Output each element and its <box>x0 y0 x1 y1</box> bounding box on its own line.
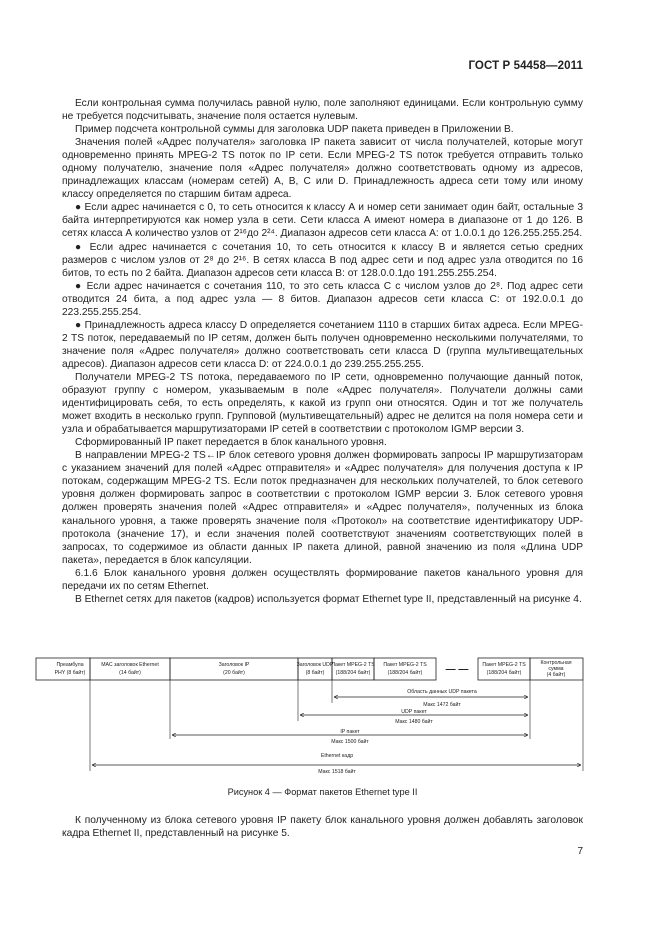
paragraph-section-6-1-6: 6.1.6 Блок канального уровня должен осуществлять формирование пакетов канального уровня для передачи их по сетям Ethernet. <box>62 567 583 592</box>
cell-label-crc-1: Контрольная <box>540 660 572 666</box>
paragraph: Получатели MPEG-2 TS потока, передаваемого по IP сети, одновременно получающие данный поток, образуют группу с номером, указываемым в поле «Адрес получателя». Получатели должны сами идентифицировать себя, то есть определять, к какой из групп они относятся. Один и тот же получатель может входить в несколько групп. Групповой (мультивещательный) адрес не делится на поля номера сети и узла и обрабатывается маршрутизаторами IP сетей в соответствии с протоколом IGMP версии 3. <box>62 371 583 436</box>
ethernet-frame-diagram <box>54 655 583 775</box>
cell-label-udp-1: Заголовок UDP <box>296 662 334 668</box>
paragraph-bullet-class-c: ● Если адрес начинается с сочетания 110, то это сеть класса С с числом узлов до 2⁸. Под адрес сети отводится 24 бита, а под адрес узла — 8 битов. Диапазон адресов сети класса С: от 192.0.0.1 до 223.255.255.254. <box>62 280 583 318</box>
span-udp-data-size: Макс 1472 байт <box>423 702 461 708</box>
cell-label-ts1-1: Пакет MPEG-2 TS <box>331 662 375 668</box>
cell-label-tsn-1: Пакет MPEG-2 TS <box>482 662 526 668</box>
paragraph: В направлении MPEG-2 TS←IP блок сетевого уровня должен формировать запросы IP маршрутизаторам с указанием значений для полей «Адрес отправителя» и «Адрес получателя» для получения доступа к IP потокам, содержащим MPEG-2 TS. Если поток предназначен для нескольких получателей, то блок сетевого уровня должен формировать запрос в соответствии с протоколом IGMP версии 3. Блок сетевого уровня должен проверять значения полей «Адрес отправителя» и «Адрес получателя», полученных из блока канального уровня, а также проверять значение поля «Протокол» на соответствие идентификатору UDP-протокола (значение 17), и если значения полей соответствуют значениям соответствующих полей в запросах, то содержимое из области данных IP пакета длиной, равной значению из поля «Длина UDP пакета», передается в блок капсуляции. <box>62 450 583 566</box>
cell-label-ip-2: (20 байт) <box>223 670 245 676</box>
paragraph: Значения полей «Адрес получателя» заголовка IP пакета зависит от числа получателей, которые могут одновременно принять MPEG-2 TS поток по IP сети. Если MPEG-2 TS поток требуется отправить только одному получателю, значение поля «Адрес получателя» должно соответствовать одному из адресов, принадлежащих классам (номерам сетей) A, B, C или D. Принадлежность адреса сети тому или иному классу определяется по старшим битам адреса. <box>62 137 583 201</box>
paragraph-bullet-class-b: ● Если адрес начинается с сочетания 10, то сеть относится к классу В и является сетью средних размеров с числом узлов от 2⁸ до 2¹⁶. В сетях класса В под адрес сети и под адрес узла отводится по 16 битов, то есть по 2 байта. Диапазон адресов сети класса В: от 128.0.0.1до 191.255.255.254. <box>62 241 583 279</box>
span-udp-packet-label: UDP пакет <box>401 709 427 715</box>
cell-label-ip-1: Заголовок IP <box>218 662 250 668</box>
cell-label-tsn-2: (188/204 байт) <box>486 670 522 676</box>
frame-diagram-svg <box>54 655 583 775</box>
span-udp-data-label: Область данных UDP пакета <box>407 689 477 695</box>
paragraph-bullet-class-a: ● Если адрес начинается с 0, то сеть относится к классу А и номер сети занимает один байт, остальные 3 байта интерпретируются как номер узла в сети. Сети класса А имеют номера в диапазоне от 1 до 126. В сетях класса А количество узлов от 2¹⁶до 2²⁴. Диапазон адресов сети класса А: от 1.0.0.1 до 126.255.255.254. <box>62 202 583 240</box>
document-header: ГОСТ Р 54458—2011 <box>468 60 583 72</box>
figure-caption: Рисунок 4 — Формат пакетов Ethernet type II <box>227 787 418 797</box>
paragraph: К полученному из блока сетевого уровня IP пакету блок канального уровня должен добавлять заголовок кадра Ethernet II, представленный на рисунке 5. <box>62 815 583 840</box>
paragraph: Если контрольная сумма получилась равной нулю, поле заполняют единицами. Если контрольную сумму не требуется подсчитывать, значение поля остается нулевым. <box>62 98 583 123</box>
cell-labels <box>55 660 572 678</box>
span-ethernet-frame-size: Макс 1518 байт <box>318 769 356 775</box>
main-text <box>62 97 583 606</box>
span-udp-packet-size: Макс 1480 байт <box>395 719 433 725</box>
cell-label-preamble-2: PHY (8 байт) <box>54 670 86 676</box>
cell-label-crc-2: сумма <box>548 666 564 672</box>
cell-label-ts1-2: (188/204 байт) <box>335 670 371 676</box>
paragraph: Пример подсчета контрольной суммы для заголовка UDP пакета приведен в Приложении В. <box>75 124 514 136</box>
cell-label-udp-2: (8 байт) <box>305 670 325 676</box>
paragraph: В Ethernet сетях для пакетов (кадров) используется формат Ethernet type II, представленный на рисунке 4. <box>75 593 582 605</box>
paragraph-bullet-class-d: ● Принадлежность адреса классу D определяется сочетанием 1110 в старших битах адреса. Если MPEG-2 TS поток, передаваемый по IP сетям, должен быть получен одновременно несколькими получателями, то значение поля «Адрес получателя» должно соответствовать сети класса D (группа мультивещательных адресов). Диапазон адресов сети класса D: от 224.0.0.1 до 239.255.255.255. <box>62 319 583 370</box>
span-ethernet-frame-label: Ethernet кадр <box>320 753 354 759</box>
cell-label-mac-1: МАС заголовок Ethernet <box>101 662 159 668</box>
cell-label-mac-2: (14 байт) <box>119 670 141 676</box>
text-after-figure <box>62 814 583 840</box>
cell-label-ellipsis: — — <box>445 664 469 675</box>
dimension-labels <box>318 689 477 775</box>
cell-label-preamble-1: Преамбула <box>56 662 84 668</box>
page-number: 7 <box>577 846 583 857</box>
cell-label-ts2-2: (188/204 байт) <box>387 670 423 676</box>
cell-label-ts2-1: Пакет MPEG-2 TS <box>383 662 427 668</box>
span-ip-packet-label: IP пакет <box>340 729 360 735</box>
cell-label-crc-3: (4 байт) <box>546 672 566 678</box>
paragraph: Сформированный IP пакет передается в блок канального уровня. <box>75 437 387 449</box>
span-ip-packet-size: Макс 1500 байт <box>331 739 369 745</box>
